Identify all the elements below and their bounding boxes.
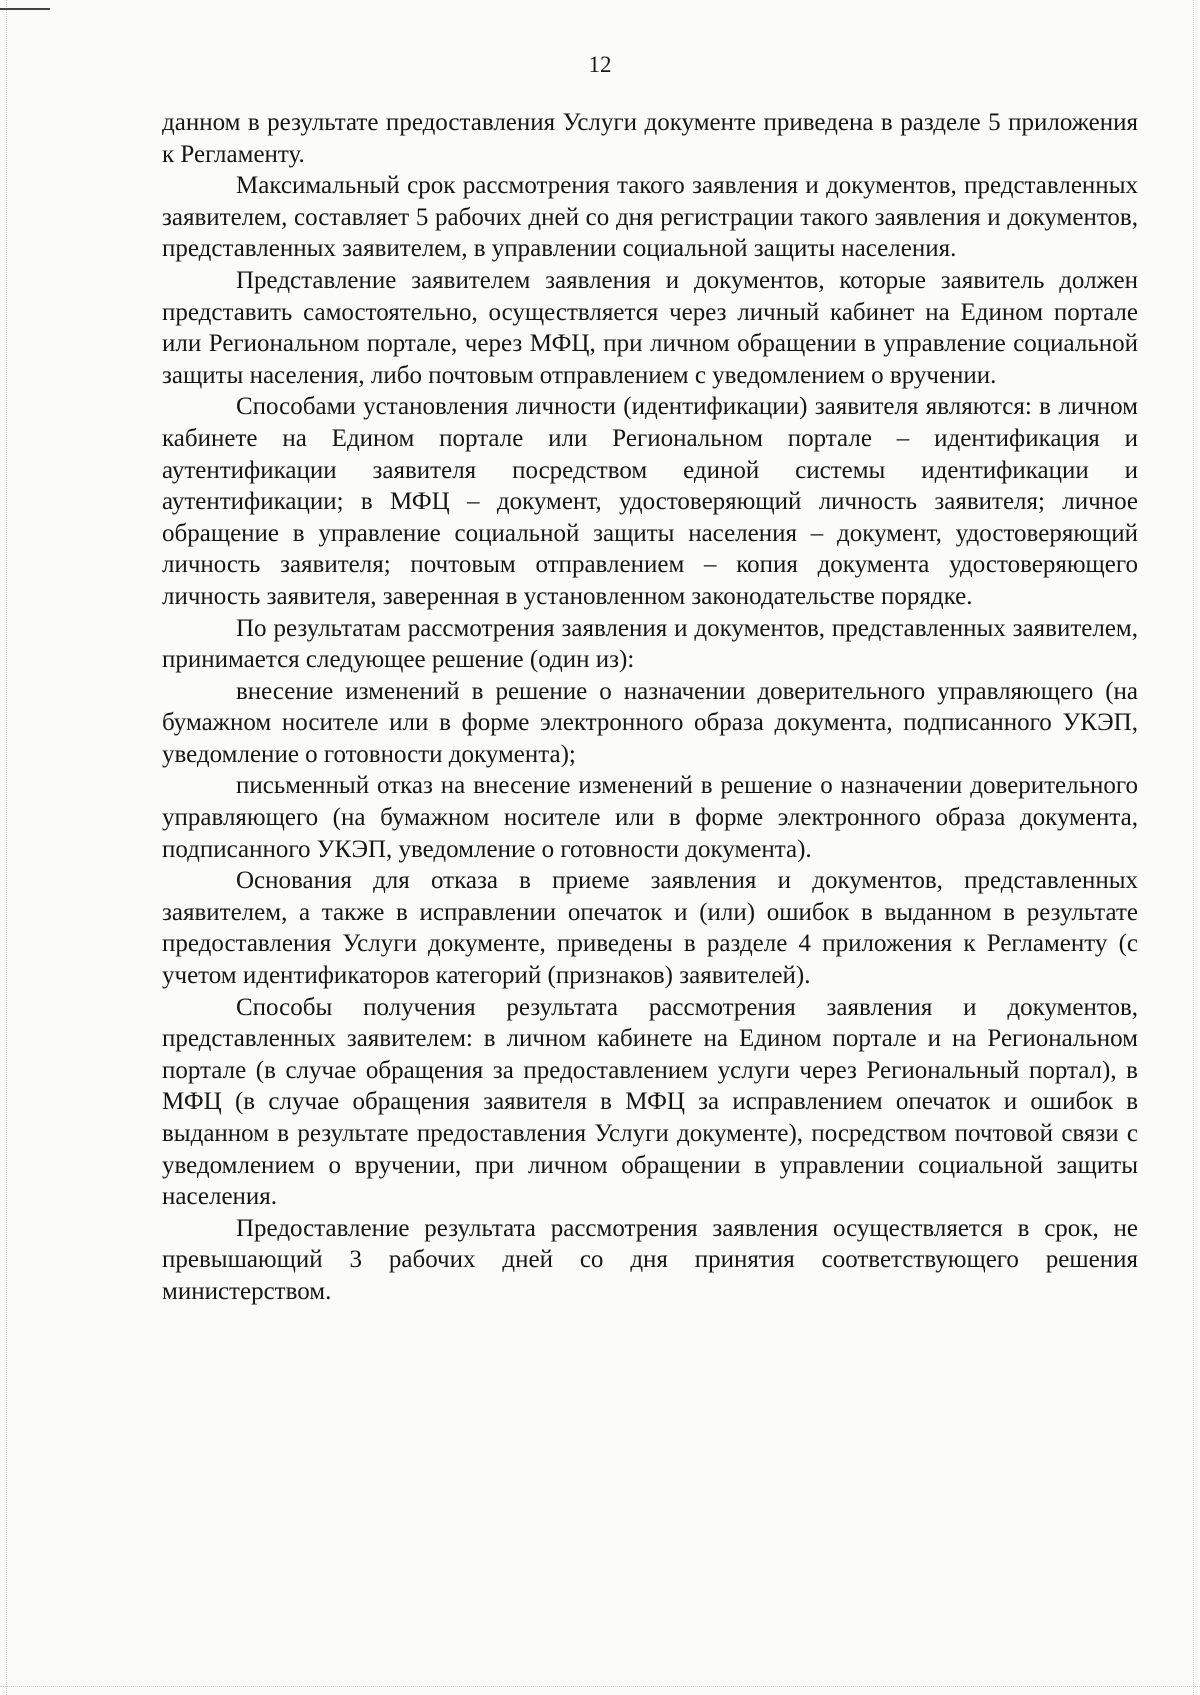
scan-edge-bottom <box>0 1686 1200 1687</box>
document-body <box>162 107 1138 1308</box>
scan-edge-right <box>1193 0 1194 1695</box>
paragraph-result-delivery-term: Предоставление результата рассмотрения заявления осуществляется в срок, не превышающий 3 рабочих дней со дня принятия соответствующего решения министерством. <box>162 1214 1138 1305</box>
scan-edge-top-mark <box>0 8 50 10</box>
paragraph-max-review-term: Максимальный срок рассмотрения такого заявления и документов, представленных заявителем, составляет 5 рабочих дней со дня регистрации такого заявления и документов, представленных заявителем, в управлении социальной защиты населения. <box>162 172 1138 263</box>
paragraph-continuation: данном в результате предоставления Услуги документе приведена в разделе 5 приложения к Регламенту. <box>162 109 1138 168</box>
scan-edge-left <box>6 0 7 1695</box>
paragraph-review-results: По результатам рассмотрения заявления и документов, представленных заявителем, принимается следующее решение (один из): <box>162 614 1138 674</box>
paragraph-result-delivery-methods: Способы получения результата рассмотрения заявления и документов, представленных заявителем: в личном кабинете на Едином портале и на Региональном портале (в случае обращения за предоставлением услуги через Региональный портал), в МФЦ (в случае обращения заявителя в МФЦ за исправлением опечаток и ошибок в выданном в результате предоставления Услуги документе), посредством почтовой связи с уведомлением о вручении, при личном обращении в управлении социальной защиты населения. <box>162 993 1138 1211</box>
paragraph-submission-methods: Представление заявителем заявления и документов, которые заявитель должен представить самостоятельно, осуществляется через личный кабинет на Едином портале или Региональном портале, через МФЦ, при личном обращении в управление социальной защиты населения, либо почтовым отправлением с уведомлением о вручении. <box>162 266 1138 389</box>
paragraph-refusal-grounds: Основания для отказа в приеме заявления и документов, представленных заявителем, а также в исправлении опечаток и (или) ошибок в выданном в результате предоставления Услуги документе, приведены в разделе 4 приложения к Регламенту (с учетом идентификаторов категорий (признаков) заявителей). <box>162 867 1138 990</box>
paragraph-identification-methods: Способами установления личности (идентификации) заявителя являются: в личном кабинете на Едином портале или Региональном портале – идентификация и аутентификации заявителя посредством единой системы идентификации и аутентификации; в МФЦ – документ, удостоверяющий личность заявителя; личное обращение в управление социальной защиты населения – документ, удостоверяющий личность заявителя; почтовым отправлением – копия документа удостоверяющего личность заявителя, заверенная в установленном законодательстве порядке. <box>162 393 1138 610</box>
page-number: 12 <box>588 52 612 77</box>
list-item-refusal: письменный отказ на внесение изменений в решение о назначении доверительного управляющего (на бумажном носителе или в форме электронного образа документа, подписанного УКЭП, уведомление о готовности документа). <box>162 772 1138 863</box>
list-item-amendment: внесение изменений в решение о назначении доверительного управляющего (на бумажном носителе или в форме электронного образа документа, подписанного УКЭП, уведомление о готовности документа); <box>162 677 1138 768</box>
